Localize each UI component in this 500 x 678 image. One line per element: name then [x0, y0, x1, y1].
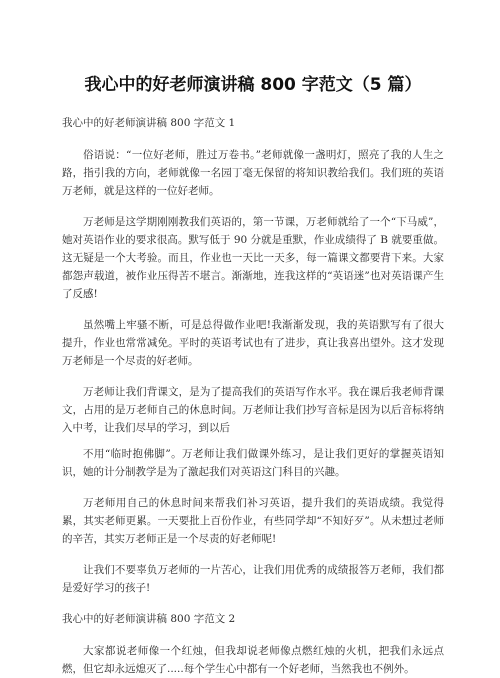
document-title: 我心中的好老师演讲稿 800 字范文（5 篇）	[84, 75, 422, 95]
section-2	[62, 610, 444, 678]
paragraph: 万老师用自己的休息时间来帮我们补习英语，提升我们的英语成绩。我觉得累，其实老师更累。一天要批上百份作业，有些同学却“不知好歹”。从未想过老师的辛苦，其实万老师正是一个尽责的好老师呢!	[62, 497, 444, 545]
paragraph: 大家都说老师像一个红烛，但我却说老师像点燃红烛的火机，把我们永远点燃，但它却永远熄灭了.....每个学生心中都有一个好老师，当然我也不例外。	[62, 645, 444, 675]
paragraph: 让我们不要辜负万老师的一片苦心，让我们用优秀的成绩报答万老师，我们都是爱好学习的孩子!	[62, 564, 444, 594]
paragraph: 万老师是这学期刚刚教我们英语的，第一节课，万老师就给了一个“下马威”，她对英语作业的要求很高。默写低于 90 分就是重默，作业成绩得了 B 就要重做。这无疑是一个大考验。而且，作业也一天比一天多，每一篇课文都要背下来。大家都怨声载道，被作业压得苦不堪言。渐渐地，连我这样的“英语迷”也对英语课产生了反感!	[62, 216, 444, 300]
paragraph: 俗语说：“一位好老师，胜过万卷书。”老师就像一盏明灯，照亮了我的人生之路，指引我的方向，老师就像一名园丁毫无保留的将知识教给我们。我们班的英语万老师，就是这样的一位好老师。	[62, 149, 444, 197]
paragraph: 虽然嘴上牢骚不断，可是总得做作业吧!我渐渐发现，我的英语默写有了很大提升，作业也常常减免。平时的英语考试也有了进步，真让我喜出望外。这才发现万老师是一个尽责的好老师。	[62, 319, 444, 367]
section-heading: 我心中的好老师演讲稿 800 字范文 1	[62, 117, 236, 129]
section-heading: 我心中的好老师演讲稿 800 字范文 2	[62, 613, 236, 625]
section-1	[62, 114, 444, 597]
paragraph: 不用“临时抱佛脚”。万老师让我们做课外练习，是让我们更好的掌握英语知识，她的计分制教学是为了激起我们对英语这门科目的兴趣。	[62, 448, 444, 478]
paragraph: 万老师让我们背课文，是为了提高我们的英语写作水平。我在课后我老师背课文，占用的是万老师自己的休息时间。万老师让我们抄写音标是因为以后音标将纳入中考，让我们尽早的学习，到以后	[62, 386, 444, 434]
